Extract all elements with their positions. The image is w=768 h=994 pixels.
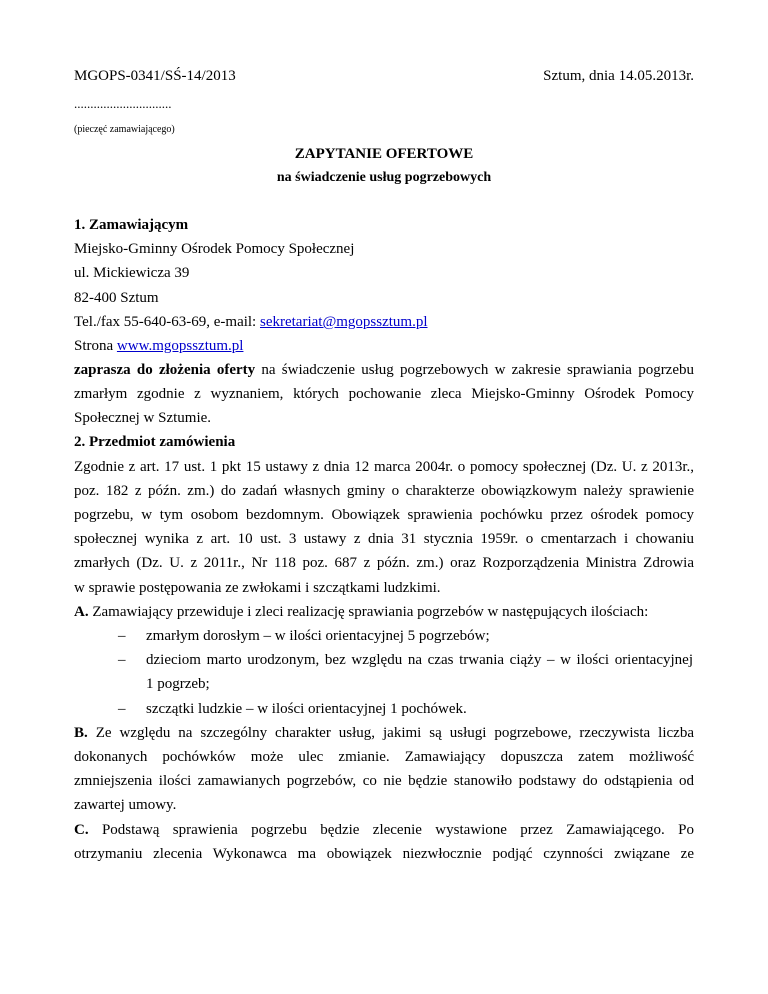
para-line-3: pogrzebu, w tym osobom bezdomnym. Obowiązek sprawienia pochówku przez ośrodek pomocy (74, 507, 694, 523)
invite-text-1: na świadczenie usług pogrzebowych w zakresie sprawiania pogrzebu (255, 362, 695, 378)
point-a-label: A. (74, 604, 89, 620)
website-line (74, 336, 243, 356)
para-line-5: zmarłych (Dz. U. z 2011r., Nr 118 poz. 687 z późn. zm.) oraz Rozporządzenia Ministra Zdrowia (74, 555, 694, 571)
point-a-text: Zamawiający przewiduje i zleci realizację sprawiania pogrzebów w następujących ilościach: (88, 604, 649, 620)
point-a (74, 602, 648, 622)
org-street: ul. Mickiewicza 39 (74, 265, 190, 281)
invite-line-1 (74, 360, 694, 380)
org-name: Miejsko-Gminny Ośrodek Pomocy Społecznej (74, 241, 355, 257)
stamp-label: (pieczęć zamawiającego) (74, 124, 175, 135)
invite-line-3: Społecznej w Sztumie. (74, 410, 212, 426)
point-b-line-1 (74, 723, 694, 743)
bullet-item-1: zmarłym dorosłym – w ilości orientacyjnej 5 pogrzebów; (146, 628, 490, 644)
section-1-heading: 1. Zamawiającym (74, 217, 189, 233)
invite-line-2: zmarłym zgodnie z wyznaniem, których pochowanie zleca Miejsko-Gminny Ośrodek Pomocy (74, 386, 694, 402)
bullet-item-3: szczątki ludzkie – w ilości orientacyjnej 1 pochówek. (146, 701, 467, 717)
section-2-heading: 2. Przedmiot zamówienia (74, 434, 236, 450)
website-link[interactable]: www.mgopssztum.pl (116, 338, 244, 354)
reference-number: MGOPS-0341/SŚ-14/2013 (74, 68, 236, 84)
bullet-dash-1: – (118, 628, 126, 644)
contact-prefix: Tel./fax 55-640-63-69, e-mail: (74, 314, 260, 330)
para-line-2: poz. 182 z późn. zm.) do zadań własnych gminy o charakterze obowiązkowym należy sprawienie (74, 483, 694, 499)
bullet-dash-3: – (118, 701, 126, 717)
email-link[interactable]: sekretariat@mgopssztum.pl (259, 314, 428, 330)
point-c-label: C. (74, 822, 89, 838)
document-title: ZAPYTANIE OFERTOWE (294, 146, 474, 162)
bullet-dash-2: – (118, 652, 126, 668)
point-b-label: B. (74, 725, 88, 741)
document-subtitle: na świadczenie usług pogrzebowych (276, 170, 492, 185)
invite-bold: zaprasza do złożenia oferty (74, 362, 256, 378)
point-b-line-2: dokonanych pochówków może ulec zmianie. Zamawiający dopuszcza zatem możliwość (74, 749, 694, 765)
point-c-line-2: otrzymaniu zlecenia Wykonawca ma obowiązek niezwłocznie podjąć czynności związane ze (74, 846, 694, 862)
para-line-4: społecznej wynika z art. 10 ust. 3 ustawy z dnia 31 stycznia 1959r. o cmentarzach i chowaniu (74, 531, 694, 547)
point-c-text-1: Podstawą sprawienia pogrzebu będzie zlecenie wystawione przez Zamawiającego. Po (88, 822, 694, 838)
stamp-dots: .............................. (74, 96, 172, 111)
point-c-line-1 (74, 820, 694, 840)
contact-line (74, 312, 428, 332)
bullet-item-2: dzieciom marto urodzonym, bez względu na czas trwania ciąży – w ilości orientacyjnej (146, 652, 693, 668)
point-b-line-3: zmniejszenia ilości zamawianych pogrzebów, co nie będzie stanowiło podstawy do odstąpienia od (74, 773, 694, 789)
para-line-6: w sprawie postępowania ze zwłokami i szczątkami ludzkimi. (74, 580, 441, 596)
bullet-item-2-cont: 1 pogrzeb; (146, 676, 210, 692)
document-date: Sztum, dnia 14.05.2013r. (543, 68, 694, 84)
org-city: 82-400 Sztum (74, 290, 159, 306)
para-line-1: Zgodnie z art. 17 ust. 1 pkt 15 ustawy z dnia 12 marca 2004r. o pomocy społecznej (Dz. U. z 2013r., (74, 459, 694, 475)
website-prefix: Strona (74, 338, 117, 354)
point-b-text-1: Ze względu na szczególny charakter usług, jakimi są usługi pogrzebowe, rzeczywista liczba (87, 725, 694, 741)
point-b-line-4: zawartej umowy. (74, 797, 177, 813)
